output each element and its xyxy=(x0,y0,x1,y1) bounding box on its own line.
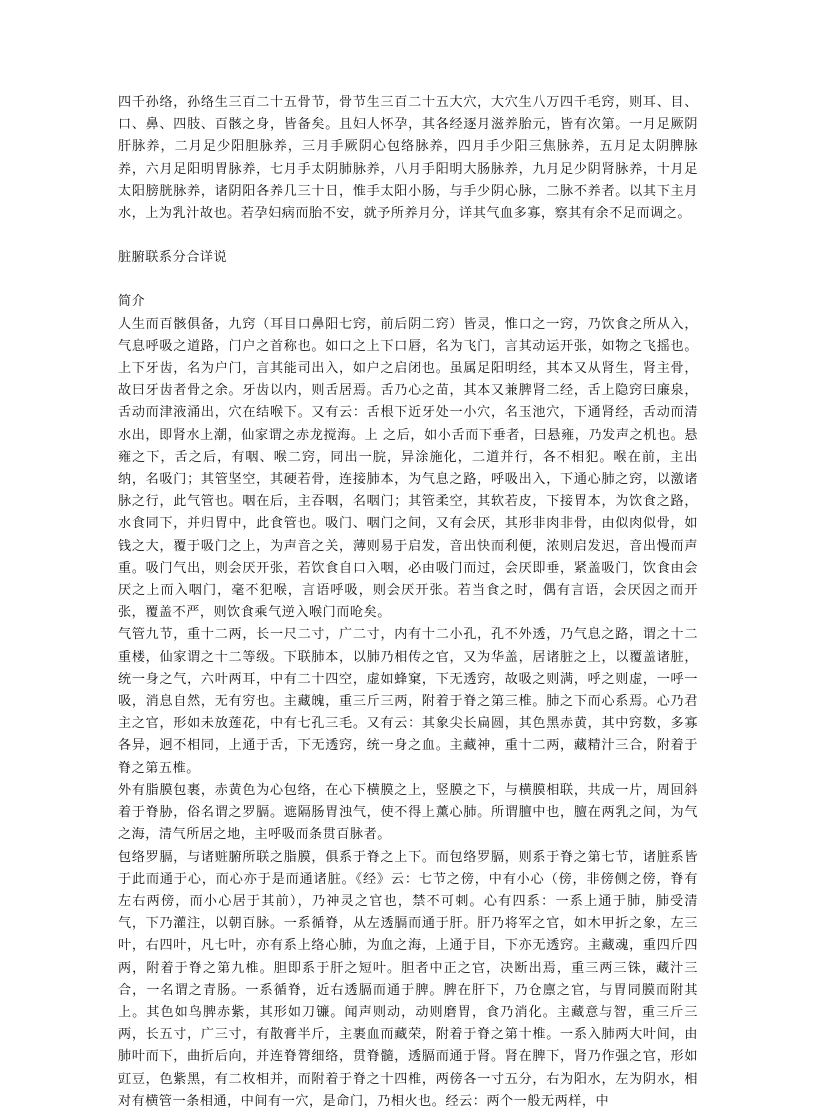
paragraph-organ-connections: 包络罗膈，与诸赃腑所联之脂膜，俱系于脊之上下。而包络罗膈，则系于脊之第七节，诸脏系皆于此而通于心，而心亦于是而通诸脏。《经》云：七节之傍，中有小心（傍，非傍侧之傍，脊有左右两傍，而小心居于其前），乃神灵之官也，禁不可刺。心有四系：一系上通于肺，肺受清气，下乃灌注，以朝百脉。一系循脊，从左透膈而通于肝。肝乃将军之官，如木甲折之象，左三叶，右四叶，凡七叶，亦有系上络心肺，为血之海，上通于目，下亦无透窍。主藏魂，重四斤四两，附着于脊之第九椎。胆即系于肝之短叶。胆者中正之官，决断出焉，重三两三铢，藏汁三合，一名谓之青肠。一系循脊，近右透膈而通于脾。脾在肝下，乃仓廪之官，与胃同膜而附其上。其色如鸟脾赤紫，其形如刀镰。闻声则动，动则磨胃，食乃消化。主藏意与智，重三斤三两，长五寸，广三寸，有散膏半斤，主裹血而藏荣，附着于脊之第十椎。一系入肺两大叶间，由肺叶而下，曲折后向，并连脊膂细络，贯脊髓，透膈而通于肾。肾在脾下，肾乃作强之官，形如豇豆，色紫黑，有二枚相并，而附着于脊之十四椎，两傍各一寸五分，右为阳水，左为阴水，相对有横管一条相通，中间有一穴，是命门，乃相火也。经云：两个一般无两样，中 xyxy=(118,849,698,1109)
paragraph-pericardium: 外有脂膜包裹，赤黄色为心包络，在心下横膜之上，竖膜之下，与横膜相联，共成一片，周回斜着于脊胁，俗名谓之罗膈。遮隔肠胃浊气，使不得上薰心肺。所谓膻中也，膻在两乳之间，为气之海，清气所居之地，主呼吸而条贯百脉者。 xyxy=(118,782,698,843)
intro-paragraph: 四千孙络，孙络生三百二十五骨节，骨节生三百二十五大穴，大穴生八万四千毛窍，则耳、目、口、鼻、四肢、百骸之身，皆备矣。且妇人怀孕，其各经逐月滋养胎元，皆有次第。一月足厥阴肝脉养，二月足少阳胆脉养，三月手厥阴心包络脉养，四月手少阳三焦脉养，五月足太阴脾脉养，六月足阳明胃脉养，七月手太阴肺脉养，八月手阳明大肠脉养，九月足少阴肾脉养，十月足太阳膀胱脉养，诸阴阳各养几三十日，惟手太阳小肠，与手少阴心脉，二脉不养者。以其下主月水，上为乳汁故也。若孕妇病而胎不安，就予所养月分，详其气血多寡，察其有余不足而调之。 xyxy=(118,95,698,222)
spacer xyxy=(118,269,698,291)
paragraph-throat-and-mouth: 人生而百骸俱备，九窍（耳目口鼻阳七窍，前后阴二窍）皆灵，惟口之一窍，乃饮食之所从入，气息呼吸之道路，门户之首称也。如口之上下口唇，名为飞门，言其动运开张，如物之飞摇也。上下牙齿，名为户门，言其能司出入，如户之启闭也。虽属足阳明经，其本又从肾生，肾主骨，故曰牙齿者骨之余。牙齿以内，则舌居焉。舌乃心之苗，其本又兼脾肾二经，舌上隐窍曰廉泉，舌动而津液涌出，穴在结喉下。又有云：舌根下近牙处一小穴，名玉池穴，下通肾经，舌动而清水出，即肾水上潮，仙家谓之赤龙搅海。上 之后，如小舌而下垂者，曰悬雍，乃发声之机也。悬雍之下，舌之后，有咽、喉二窍，同出一脘，异涂施化，二道并行，各不相犯。喉在前，主出纳，名吸门；其管坚空，其硬若骨，连接肺本，为气息之路，呼吸出入，下通心肺之窍，以激诸脉之行，此气管也。咽在后，主吞咽，名咽门；其管柔空，其软若皮，下接胃本，为饮食之路，水食同下，并归胃中，此食管也。吸门、咽门之间，又有会厌，其形非肉非骨，由似肉似骨，如钱之大，覆于吸门之上，为声音之关，薄则易于启发，音出快而利便，浓则启发迟，音出慢而声重。吸门气出，则会厌开张，若饮食自口入咽，必由吸门而过，会厌即垂，紧盖吸门，饮食由会厌之上而入咽门，毫不犯喉，言语呼吸，则会厌开张。若当食之时，偶有言语，会厌因之而开张，覆盖不严，则饮食乘气逆入喉门而呛矣。 xyxy=(118,316,698,621)
subsection-title: 简介 xyxy=(118,294,146,310)
paragraph-trachea-lungs-heart: 气管九节，重十二两，长一尺二寸，广二寸，内有十二小孔，孔不外透，乃气息之路，谓之十二重楼，仙家谓之十二等级。下联肺本，以肺乃相传之官，又为华盖，居诸脏之上，以覆盖诸脏，统一身之气，六叶两耳，中有二十四空，虚如蜂窠，下无透窍，故吸之则满，呼之则虚，一呼一吸，消息自然，无有穷也。主藏魄，重三斤三两，附着于脊之第三椎。肺之下而心系焉。心乃君主之官，形如未放莲花，中有七孔三毛。又有云：其象尖长扁圆，其色黑赤黄，其中窍数，多寡各异，迥不相同，上通于舌，下无透窍，统一身之血。主藏神，重十二两，藏精汁三合，附着于脊之第五椎。 xyxy=(118,627,698,776)
document-page xyxy=(118,92,698,1113)
spacer xyxy=(118,225,698,247)
section-title: 脏腑联系分合详说 xyxy=(118,250,228,266)
